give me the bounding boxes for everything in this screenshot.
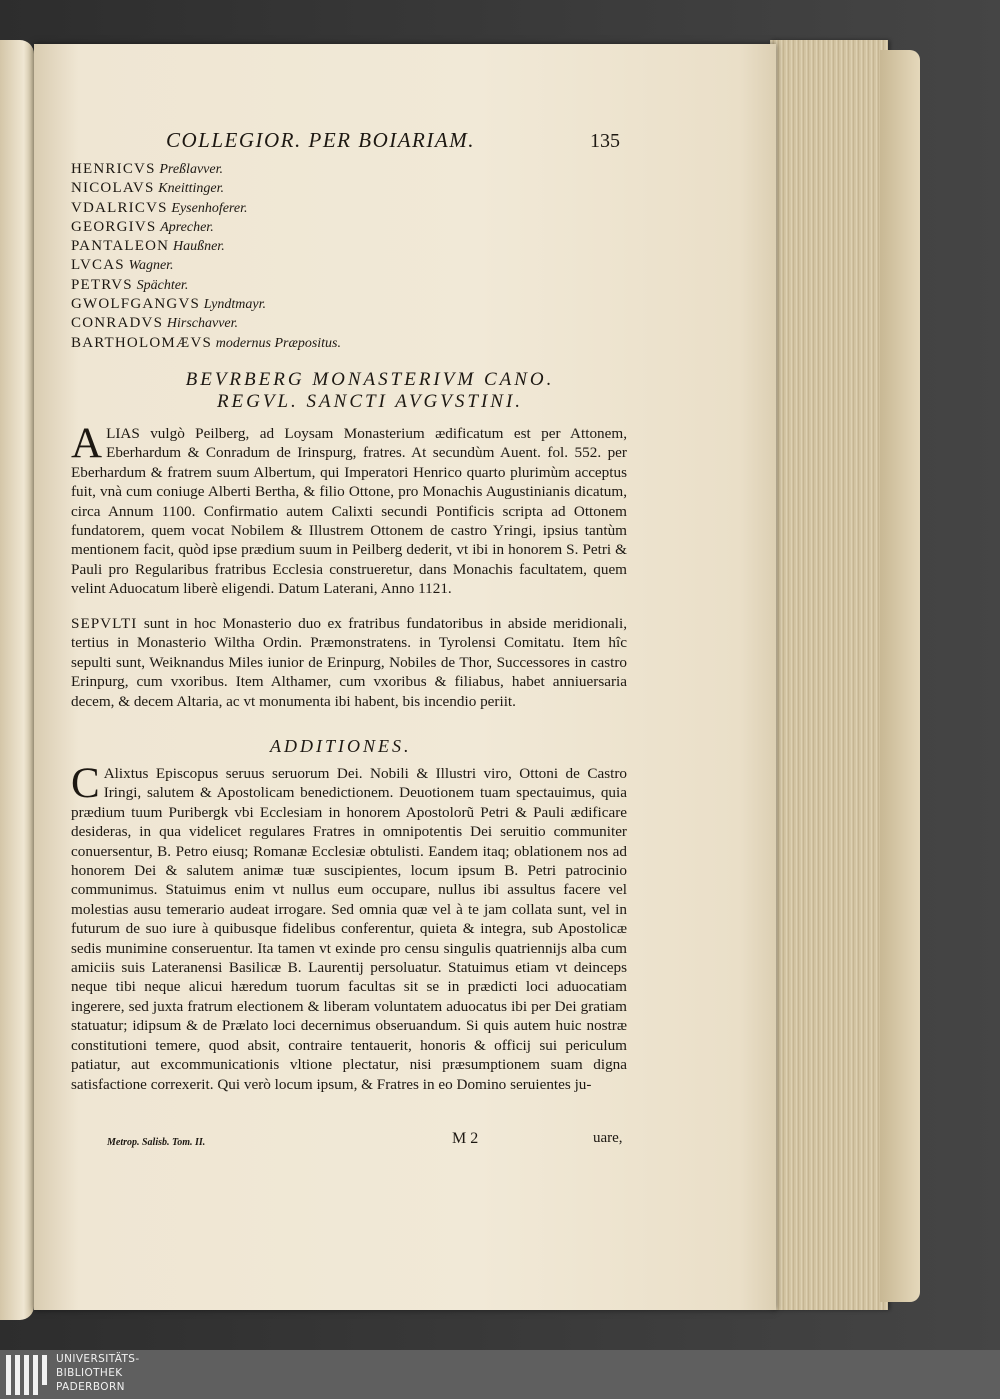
additiones-heading: ADDITIONES. bbox=[270, 736, 412, 756]
library-banner bbox=[0, 1350, 1000, 1399]
list-item: LVCAS Wagner. bbox=[71, 257, 174, 274]
paragraph-burials bbox=[71, 614, 627, 711]
section-title-line2: REGVL. SANCTI AVGVSTINI. bbox=[216, 391, 524, 412]
list-item: PANTALEON Haußner. bbox=[71, 238, 225, 255]
list-item: NICOLAVS Kneittinger. bbox=[71, 180, 224, 197]
paragraph-lead: SEPVLTI bbox=[71, 615, 138, 632]
list-item: CONRADVS Hirschavver. bbox=[71, 315, 239, 332]
paragraph-additiones bbox=[71, 760, 627, 1094]
names-list bbox=[71, 160, 341, 353]
list-item: VDALRICVS Eysenhoferer. bbox=[71, 199, 248, 216]
page-stack-edges bbox=[770, 40, 888, 1310]
list-item: PETRVS Spächter. bbox=[71, 276, 189, 293]
paragraph-history bbox=[71, 420, 627, 599]
footer-signature-mark: M 2 bbox=[452, 1130, 479, 1147]
library-name: UNIVERSITÄTS- BIBLIOTHEK PADERBORN bbox=[56, 1353, 140, 1393]
drop-cap: A bbox=[71, 420, 103, 467]
drop-cap: C bbox=[71, 760, 100, 807]
section-title-line1: BEVRBERG MONASTERIVM CANO. bbox=[185, 369, 555, 390]
list-item: GEORGIVS Aprecher. bbox=[71, 218, 214, 235]
footer-catchword: uare, bbox=[593, 1130, 623, 1146]
list-item: GWOLFGANGVS Lyndtmayr. bbox=[71, 296, 266, 313]
running-title: COLLEGIOR. PER BOIARIAM. bbox=[166, 128, 475, 152]
list-item: BARTHOLOMÆVS modernus Præpositus. bbox=[71, 334, 341, 351]
paragraph-text: LIAS vulgò Peilberg, ad Loysam Monasterium ædificatum est per Attonem, Eberhardum & Conradum de Irinspurg, fratres. At secundùm Auent. fol. 552. per Eberhardum & fratrem suum Albertum, qui Imperatori Henrico quarto plurimùm acceptus fuit, vnà cum coniuge Alberti Bertha, & filio Ottone, pro Monachis Augustinianis dicatum, circa Annum 1100. Confirmatio autem Calixti secundi Pontificis scripta ad Ottonem fundatorem, quem vocat Nobilem & Illustrem Ottonem de castro Yringi, ipsius tantùm mentionem facit, quòd ipse prædium suum in Peilberg dederit, vt ibi in honorem S. Petri & Pauli pro Regularibus fratribus Ecclesia construeretur, dans Monachis facultatem, quem velint Aduocatum liberè eligendi. Datum Laterani, Anno 1121. bbox=[71, 425, 627, 598]
page-number: 135 bbox=[590, 130, 620, 152]
library-logo-icon bbox=[6, 1355, 50, 1395]
section-title bbox=[110, 369, 630, 413]
paragraph-text: Alixtus Episcopus seruus seruorum Dei. Nobili & Illustri viro, Ottoni de Castro Iringi, salutem & Apostolicam benedictionem. Deuotionem tuam spectauimus, quia prædium tuum Puribergk vbi Ecclesiam in honorem Apostolorũ Petri & Pauli ædificare desideras, in qua videlicet regulares Fratres in omnipotentis Dei seruitio communiter conuersentur, B. Petro eiusq; Romanæ Ecclesiæ obtulisti. Eandem itaq; oblationem nos ad honorem Dei & salutem animæ tuæ suscipientes, locum ipsum B. Petri patrocinio communimus. Statuimus enim vt nullus eum occupare, nullus ibi assultus facere vel molestias ausu temerario audeat irrogare. Sed omnia quæ vel à te jam collata sunt, vel in futurum de suo iure à quibusque fidelibus conferentur, quieta & integra, sub Apostolicæ sedis munimine conseruentur. Ita tamen vt exinde pro censu singulis quatriennijs alba cum amiciis suis Lateranensi Basilicæ B. Laurentij persoluatur. Statuimus etiam vt deinceps neque tibi neque alicui hæredum tuorum facultas sit se in prædicti loci aduocatiam ingerere, sed juxta fratrum electionem & liberam voluntatem aduocatus ibi per Dei gratiam statuatur; idipsum & de Prælato loci decernimus obseruandum. Si quis autem huic nostræ constitutioni temere, quod absit, contraire tentauerit, honoris & officij sui periculum patiatur, aut excommunicationis vltione plectatur, nisi præsumptionem suam digna satisfactione correxerit. Qui verò locum ipsum, & Fratres in eo Domino seruientes ju- bbox=[71, 765, 627, 1093]
footer-signature: Metrop. Salisb. Tom. II. bbox=[107, 1137, 206, 1148]
list-item: HENRICVS Preßlavver. bbox=[71, 161, 223, 177]
paragraph-text: sunt in hoc Monasterio duo ex fratribus fundatoribus in abside meridionali, tertius in Monasterio Wiltha Ordin. Præmonstratens. in Tyrolensi Comitatu. Item hîc sepulti sunt, Weiknandus Miles iunior de Erinpurg, Nobiles de Thor, Successores in castro Erinpurg, cum vxoribus. Item Althamer, cum vxoribus & filiabus, habet anniuersaria decem, & decem Altaria, ac vt monumenta ibi habent, bis incendio periit. bbox=[71, 615, 627, 710]
left-page-edge bbox=[0, 40, 34, 1320]
book-cover-board bbox=[880, 50, 920, 1302]
